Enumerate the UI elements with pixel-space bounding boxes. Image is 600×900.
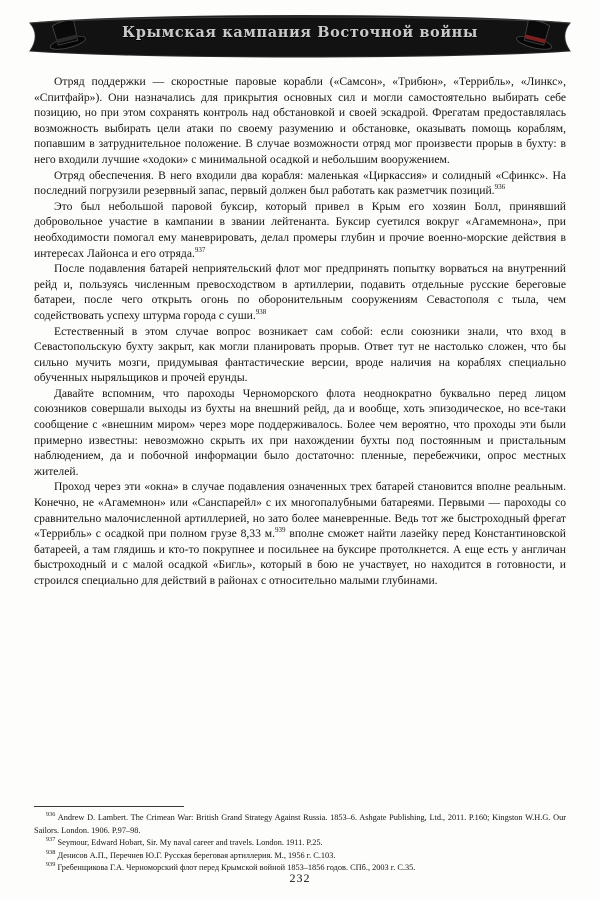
- paragraph-text: Отряд поддержки — скоростные паровые корабли («Самсон», «Трибюн», «Террибль», «Линкс», «Спитфайр»). Они назначались для прикрытия основных сил и могли самостоятельно выбирать себе позицию, но при этом сохранять контроль над обстановкой и своей эскадрой. Фрегатам предоставлялась возможность выбирать цели атаки по своему разумению и обстановке, оказывать помощь кораблям, попавшим в затруднительное положение. В случае возможности отряд мог произвести прорыв в бухту: в него входили лучшие «ходоки» с минимальной осадкой и небольшим вооружением.: [34, 75, 566, 166]
- paragraph-text: После подавления батарей неприятельский флот мог предпринять попытку ворваться на внутренний рейд и, пользуясь численным превосходством в артиллерии, подавить отдельные русские береговые батареи, после чего открыть огонь по оборонительным сооружениям Севастополя с тыла, чем содействовать успеху штурма города с суши.: [34, 262, 566, 322]
- chapter-banner: [24, 8, 576, 62]
- body-paragraph: [34, 74, 566, 168]
- body-paragraph: [34, 386, 566, 480]
- footnote-text: Гребенщикова Г.А. Черноморский флот перед Крымской войной 1853–1856 годов. СПб., 2003 г. С.35.: [57, 863, 416, 873]
- page-body: [34, 74, 566, 589]
- footnote: [34, 837, 566, 850]
- paragraph-text: Давайте вспомним, что пароходы Черноморского флота неоднократно буквально перед лицом союзников совершали выходы из бухты на внешний рейд, да и вообще, хоть эпизодическое, но все-таки сообщение с «внешним миром» через море поддерживалось. Более чем вероятно, что проходы эти были примерно известны: невозможно скрыть их при нахождении бухты под постоянным и пристальным наблюдением, да и побочной информации было достаточно: пленные, перебежчики, опрос местных жителей.: [34, 386, 566, 478]
- body-paragraph: [34, 199, 566, 261]
- paragraph-text: Проход через эти «окна» в случае подавления означенных трех батарей становится вполне реальным. Конечно, не «Агамемнон» или «Санспарейл» с их многопалубными батареями. Первыми — пароходы со сравнительно малочисленной артиллерией, но зато более маневренные. Ведь тот же быстроходный фрегат «Террибль» с осадкой при полном грузе 8,33 м.: [34, 480, 566, 541]
- paragraph-text: Естественный в этом случае вопрос возникает сам собой: если союзники знали, что вход в Севастопольскую бухту закрыт, как могли планировать прорыв. Ответ тут не настолько сложен, что бы сильно мучить мозги, придумывая фантастические версии, вроде наличия на кораблях специально обученных ныряльщиков и прочей ерунды.: [34, 324, 566, 385]
- chapter-title: Крымская кампания Восточной войны: [121, 24, 479, 41]
- footnote-number: 939: [46, 861, 56, 869]
- body-paragraph: [34, 168, 566, 199]
- page-number: 232: [289, 871, 311, 885]
- footnote-separator: [34, 806, 184, 807]
- footnote-reference: 937: [194, 245, 206, 254]
- footnote-text: Seymour, Edward Hobart, Sir. My naval career and travels. London. 1911. P.25.: [57, 838, 323, 848]
- footnote-number: 936: [46, 811, 56, 819]
- footnotes: [34, 812, 566, 875]
- paragraph-text: Это был небольшой паровой буксир, который привел в Крым его хозяин Болл, принявший добровольное участие в кампании в звании лейтенанта. Буксир суетился вокруг «Агамемнона», при необходимости помогал ему маневрировать, делал промеры глубин и прочие военно-морские действия в интересах Лайонса и его отряда.: [34, 199, 566, 260]
- paragraph-text: вполне сможет найти лазейку перед Константиновской батареей, а там глядишь и кто-то покрупнее и посильнее на буксире протолкнется. А еще есть у англичан быстроходный и с малой осадкой «Бигль», который в бою не участвует, но находится в готовности, и строился специально для действий в районах с относительно малыми глубинами.: [34, 527, 566, 587]
- footnote-text: Денисов А.П., Перечнев Ю.Г. Русская береговая артиллерия. М., 1956 г. С.103.: [57, 850, 336, 860]
- footnote: [34, 812, 566, 837]
- footnote-reference: 936: [494, 183, 506, 192]
- footnote-number: 938: [46, 849, 56, 857]
- footnote-number: 937: [46, 836, 56, 844]
- body-paragraph: [34, 479, 566, 588]
- footnote-text: Andrew D. Lambert. The Crimean War: British Grand Strategy Against Russia. 1853–6. Ashgate Publishing, Ltd., 2011. P.160; Kingston W.H.G. Our Sailors. London. 1906. P.97–98.: [34, 813, 566, 835]
- body-paragraph: [34, 261, 566, 323]
- footnote-reference: 938: [255, 308, 267, 317]
- footnote-reference: 939: [275, 526, 286, 535]
- body-paragraph: [34, 324, 566, 386]
- footnote: [34, 850, 566, 863]
- paragraph-text: Отряд обеспечения. В него входили два корабля: маленькая «Циркассия» и солидный «Сфинкс». На последний погрузили резервный запас, первый должен был работать как разметчик позиций.: [34, 168, 566, 198]
